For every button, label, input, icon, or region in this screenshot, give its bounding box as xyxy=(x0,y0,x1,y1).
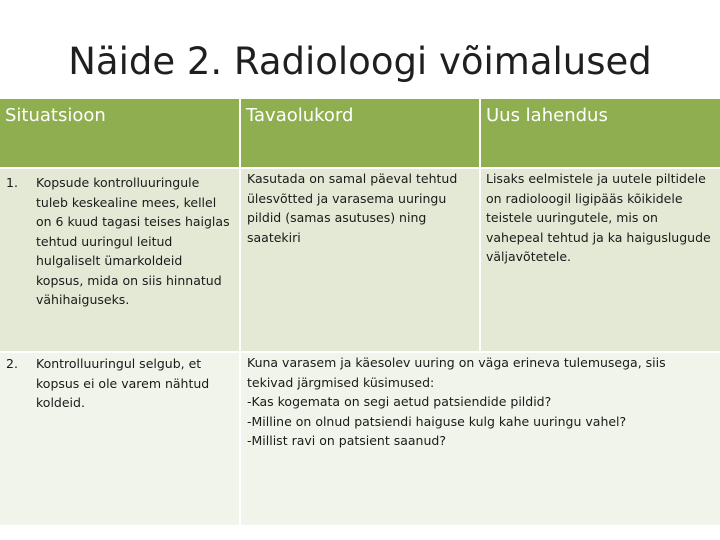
comparison-table xyxy=(0,99,720,525)
slide-title: Näide 2. Radioloogi võimalused xyxy=(68,40,652,83)
list-number: 2. xyxy=(6,356,18,371)
header-cell-situation: Situatsioon xyxy=(0,99,239,167)
situation-text: Kontrolluuringul selgub, et kopsus ei ole varem nähtud koldeid. xyxy=(36,356,210,410)
list-number: 1. xyxy=(6,175,18,190)
table-row-1-situation xyxy=(0,169,239,351)
table-row-2-merged: Kuna varasem ja käesolev uuring on väga erineva tulemusega, siis tekivad järgmised küsimused: -Kas kogemata on segi aetud patsiendide pildid? -Milline on olnud patsiendi haiguse kulg kahe uuringu vahel? -Millist ravi on patsient saanud? xyxy=(241,353,720,525)
header-cell-new: Uus lahendus xyxy=(481,99,720,167)
situation-text: Kopsude kontrolluuringule tuleb keskealine mees, kellel on 6 kuud tagasi teises haiglas tehtud uuringul leitud hulgaliselt ümarkoldeid kopsus, mida on siis hinnatud vähihaiguseks. xyxy=(36,175,230,307)
header-cell-current: Tavaolukord xyxy=(241,99,479,167)
table-row-2-situation xyxy=(0,353,239,525)
table-row-1-new: Lisaks eelmistele ja uutele piltidele on radioloogil ligipääs kõikidele teistele uuringutele, mis on vahepeal tehtud ja ka haiguslugude väljavõtetele. xyxy=(481,169,720,351)
table-row-1-current: Kasutada on samal päeval tehtud ülesvõtted ja varasema uuringu pildid (samas asutuses) ning saatekiri xyxy=(241,169,479,351)
